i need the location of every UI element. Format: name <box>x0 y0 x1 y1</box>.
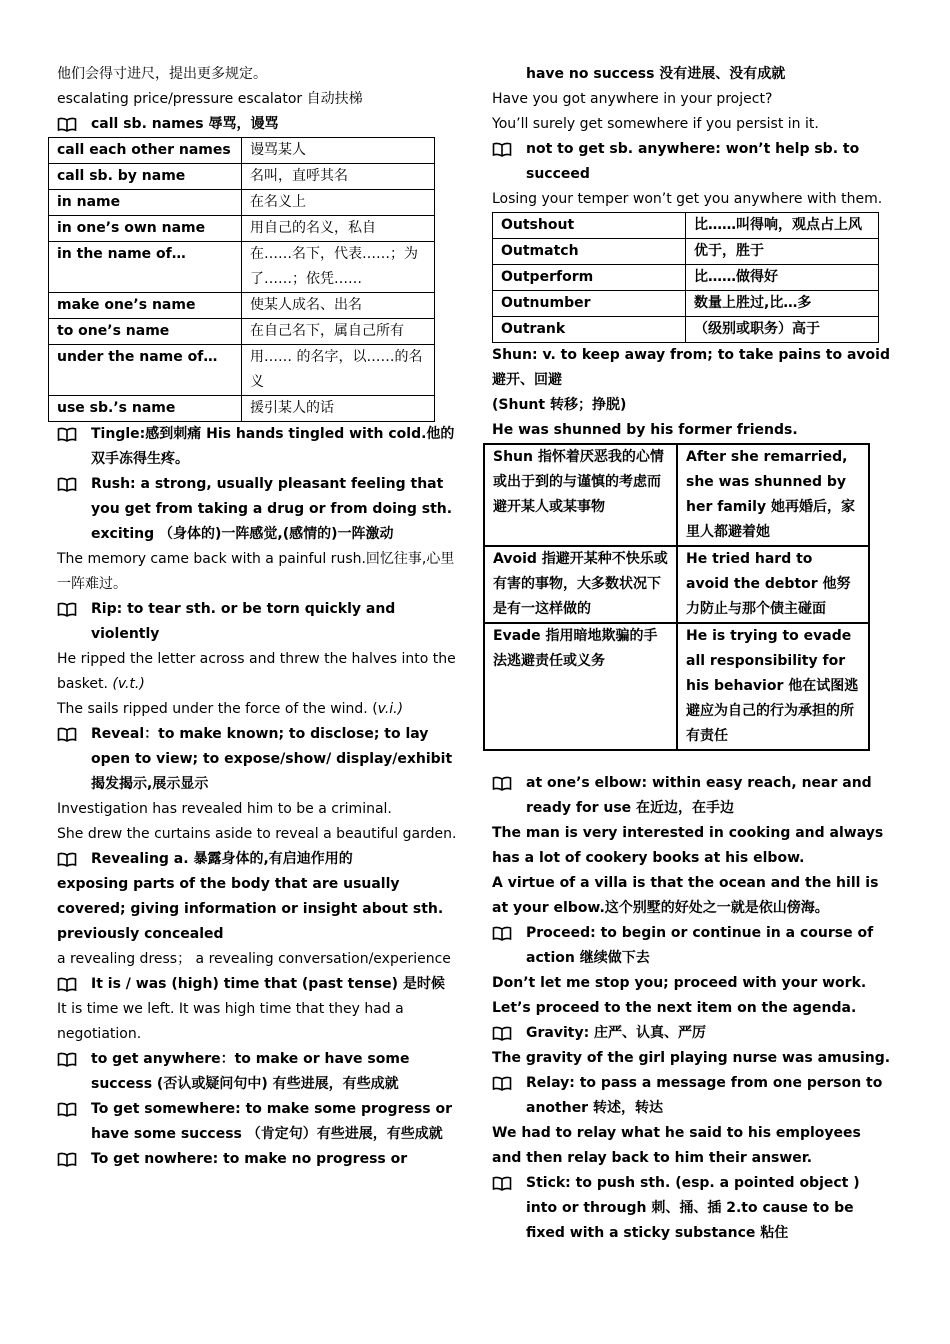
example-text: We had to relay what he said to his employees and then relay back to him their answer. <box>492 1125 861 1166</box>
example-text: He was shunned by his former friends. <box>492 422 798 438</box>
example-text: The memory came back with a painful rush.回忆往事,心里一阵难过。 <box>57 551 455 592</box>
table-cell: 比……做得好 <box>686 265 879 291</box>
entry-at-elbow: at one’s elbow: within easy reach, near and ready for use 在近边，在手边 <box>492 771 892 821</box>
book-icon <box>57 112 77 132</box>
book-icon <box>492 921 512 941</box>
entry-rip: Rip: to tear sth. or be torn quickly and violently <box>57 597 457 647</box>
table-row <box>493 317 879 343</box>
book-icon <box>492 1071 512 1091</box>
example-text: a revealing dress； a revealing conversation/experience <box>57 951 451 967</box>
entry-get-anywhere: to get anywhere：to make or have some success (否认或疑问句中) 有些进展，有些成就 <box>57 1047 457 1097</box>
table-cell: 用…… 的名字，以……的名义 <box>242 345 435 396</box>
table-row <box>493 291 879 317</box>
example-text: The sails ripped under the force of the wind. (v.i.) <box>57 701 404 717</box>
definition-text: (Shunt 转移；挣脱) <box>492 397 627 413</box>
table-cell: under the name of… <box>49 345 242 396</box>
table-cell: 援引某人的话 <box>242 396 435 422</box>
book-icon <box>57 722 77 742</box>
table-cell: 使某人成名、出名 <box>242 293 435 319</box>
book-icon <box>57 597 77 617</box>
entry-tingle: Tingle:感到刺痛 His hands tingled with cold.他的双手冻得生疼。 <box>57 422 457 472</box>
table-cell: 名叫，直呼其名 <box>242 164 435 190</box>
table-cell: 在自己名下，属自己所有 <box>242 319 435 345</box>
table-cell: Outrank <box>493 317 686 343</box>
table-row <box>49 138 435 164</box>
out-words-table <box>492 212 879 343</box>
table-cell: 比……叫得响，观点占上风 <box>686 213 879 239</box>
table-row <box>484 546 869 623</box>
entry-not-get-anywhere: not to get sb. anywhere: won’t help sb. to succeed <box>492 137 892 187</box>
table-row <box>49 190 435 216</box>
table-cell: Outnumber <box>493 291 686 317</box>
example-text: She drew the curtains aside to reveal a beautiful garden. <box>57 826 457 842</box>
table-row <box>49 396 435 422</box>
table-row <box>49 216 435 242</box>
book-icon <box>57 472 77 492</box>
table-cell: 谩骂某人 <box>242 138 435 164</box>
example-text: Don’t let me stop you; proceed with your work. <box>492 975 867 991</box>
example-text: Investigation has revealed him to be a criminal. <box>57 801 392 817</box>
table-row <box>49 242 435 293</box>
example-text: A virtue of a villa is that the ocean and the hill is at your elbow.这个别墅的好处之一就是依山傍海。 <box>492 875 879 916</box>
book-icon <box>57 1047 77 1067</box>
table-cell: make one’s name <box>49 293 242 319</box>
table-cell: He tried hard to avoid the debtor 他努力防止与那个债主碰面 <box>677 546 869 623</box>
entry-rush: Rush: a strong, usually pleasant feeling that you get from taking a drug or from doing sth. exciting （身体的)一阵感觉,(感情的)一阵激动 <box>57 472 457 547</box>
table-cell: Evade 指用暗地欺骗的手法逃避责任或义务 <box>484 623 677 750</box>
table-row <box>493 213 879 239</box>
entry-get-nowhere: To get nowhere: to make no progress or <box>57 1147 457 1172</box>
text-line: 他们会得寸进尺，提出更多规定。 <box>57 66 267 82</box>
table-cell: Outperform <box>493 265 686 291</box>
example-text: The gravity of the girl playing nurse was amusing. <box>492 1050 891 1066</box>
book-icon <box>57 1147 77 1167</box>
book-icon <box>492 1021 512 1041</box>
entry-stick: Stick: to push sth. (esp. a pointed object ) into or through 刺、捅、插 2.to cause to be fixed with a sticky substance 粘住 <box>492 1171 892 1246</box>
table-cell: 数量上胜过,比…多 <box>686 291 879 317</box>
book-icon <box>492 137 512 157</box>
entry-high-time: It is / was (high) time that (past tense) 是时候 <box>57 972 457 997</box>
table-row <box>493 265 879 291</box>
example-text: He ripped the letter across and threw the halves into the basket. (v.t.) <box>57 651 456 692</box>
table-cell: in one’s own name <box>49 216 242 242</box>
book-icon <box>57 422 77 442</box>
left-column <box>57 62 457 1172</box>
table-cell: Outmatch <box>493 239 686 265</box>
book-icon <box>492 1171 512 1191</box>
definition-text: exposing parts of the body that are usually covered; giving information or insight about sth. previously concealed <box>57 876 444 942</box>
table-cell: He is trying to evade all responsibility for his behavior 他在试图逃避应为自己的行为承担的所有责任 <box>677 623 869 750</box>
table-cell: in the name of… <box>49 242 242 293</box>
table-cell: to one’s name <box>49 319 242 345</box>
table-cell: call each other names <box>49 138 242 164</box>
text-line: escalating price/pressure escalator 自动扶梯 <box>57 91 363 107</box>
entry-revealing: Revealing a. 暴露身体的,有启迪作用的 <box>57 847 457 872</box>
example-text: It is time we left. It was high time that they had a negotiation. <box>57 1001 404 1042</box>
entry-proceed: Proceed: to begin or continue in a course of action 继续做下去 <box>492 921 892 971</box>
entry-get-somewhere: To get somewhere: to make some progress or have some success （肯定句）有些进展，有些成就 <box>57 1097 457 1147</box>
table-cell: in name <box>49 190 242 216</box>
entry-gravity: Gravity: 庄严、认真、严厉 <box>492 1021 892 1046</box>
names-table <box>48 137 435 422</box>
book-icon <box>492 771 512 791</box>
entry-reveal: Reveal：to make known; to disclose; to lay open to view; to expose/show/ display/exhibit 揭发揭示,展示显示 <box>57 722 457 797</box>
book-icon <box>57 1097 77 1117</box>
example-text: Have you got anywhere in your project? <box>492 91 773 107</box>
book-icon <box>57 972 77 992</box>
table-cell: 用自己的名义，私自 <box>242 216 435 242</box>
synonyms-table <box>483 443 870 751</box>
table-row <box>49 345 435 396</box>
table-cell: （级别或职务）高于 <box>686 317 879 343</box>
table-cell: 在名义上 <box>242 190 435 216</box>
table-row <box>49 293 435 319</box>
table-cell: Outshout <box>493 213 686 239</box>
table-cell: call sb. by name <box>49 164 242 190</box>
continued-text: have no success 没有进展、没有成就 <box>526 66 786 82</box>
definition-text: Shun: v. to keep away from; to take pains to avoid 避开、回避 <box>492 347 890 388</box>
table-row <box>49 319 435 345</box>
example-text: Let’s proceed to the next item on the agenda. <box>492 1000 857 1016</box>
example-text: Losing your temper won’t get you anywhere with them. <box>492 191 883 207</box>
table-row <box>49 164 435 190</box>
table-cell: 优于，胜于 <box>686 239 879 265</box>
entry-call-names: call sb. names 辱骂，谩骂 <box>57 112 457 137</box>
table-cell: Shun 指怀着厌恶我的心情或出于到的与谨慎的考虑而避开某人或某事物 <box>484 444 677 546</box>
table-cell: 在……名下，代表……；为了……；依凭…… <box>242 242 435 293</box>
table-cell: Avoid 指避开某种不快乐或有害的事物，大多数状况下是有一这样做的 <box>484 546 677 623</box>
table-cell: use sb.’s name <box>49 396 242 422</box>
book-icon <box>57 847 77 867</box>
right-column <box>492 62 892 1246</box>
spacer <box>492 751 892 771</box>
entry-relay: Relay: to pass a message from one person to another 转述，转达 <box>492 1071 892 1121</box>
table-cell: After she remarried, she was shunned by her family 她再婚后，家里人都避着她 <box>677 444 869 546</box>
example-text: You’ll surely get somewhere if you persist in it. <box>492 116 819 132</box>
example-text: The man is very interested in cooking and always has a lot of cookery books at his elbow. <box>492 825 884 866</box>
table-row <box>493 239 879 265</box>
table-row <box>484 444 869 546</box>
table-row <box>484 623 869 750</box>
